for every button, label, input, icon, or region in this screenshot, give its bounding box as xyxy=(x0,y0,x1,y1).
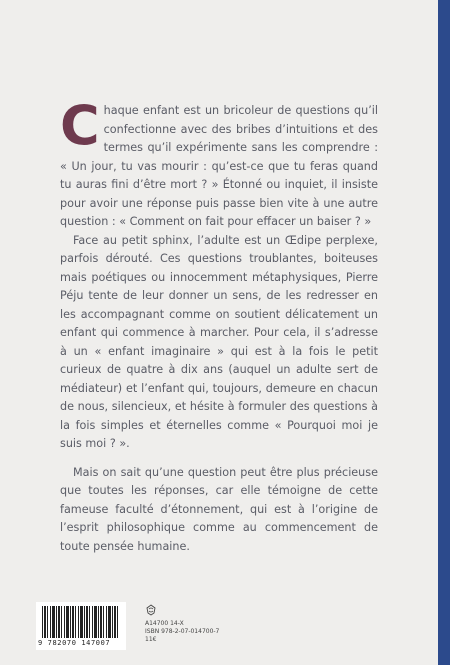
spine-edge xyxy=(438,0,450,665)
barcode-bars xyxy=(42,606,120,638)
isbn: ISBN 978-2-07-014700-7 xyxy=(145,628,220,635)
blurb-paragraph-1 xyxy=(60,94,378,232)
blurb-paragraph-2: Face au petit sphinx, l’adulte est un Œdipe perplexe, parfois dérouté. Ces questions troublantes, boiteuses mais poétiques ou innocemment métaphysiques, Pierre Péju tente de leur donner un sens, de les redresser en les accompagnant comme on soutient délicatement un enfant qui commence à marcher. Pour cela, il s’adresse à un « enfant imaginaire » qui est à la fois le petit curieux de quatre à dix ans (auquel un adulte sert de médiateur) et l’enfant qui, toujours, demeure en chacun de nous, silencieux, et hésite à formuler des questions à la fois simples et éternelles comme « Pourquoi moi je suis moi ? ». xyxy=(60,233,378,450)
barcode-number: 9 782070 147007 xyxy=(38,639,111,647)
price: 11€ xyxy=(145,636,157,643)
product-code: A14700 14-X xyxy=(145,620,184,627)
barcode xyxy=(36,602,126,650)
blurb-paragraph-3: Mais on sait qu’une question peut être plus précieuse que toutes les réponses, car elle témoigne de cette fameuse faculté d’étonnement, qui est à l’origine de l’esprit philosophique comme au commencement de toute pensée humaine. xyxy=(60,465,378,553)
book-metadata xyxy=(145,620,219,644)
blurb-paragraph-1-text: haque enfant est un bricoleur de questions qu’il confectionne avec des bribes d’intuitions et des termes qu’il expérimente sans les comprendre : « Un jour, tu vas mourir : qu’est-ce que tu feras quand tu auras fini d’être mort ? » Étonné ou inquiet, il insiste pour avoir une réponse puis passe bien vite à une autre question : « Comment on fait pour effacer un baiser ? » xyxy=(60,104,378,228)
blurb-text xyxy=(60,94,378,556)
drop-cap: C xyxy=(60,94,100,157)
publisher-logo-icon xyxy=(145,604,157,616)
